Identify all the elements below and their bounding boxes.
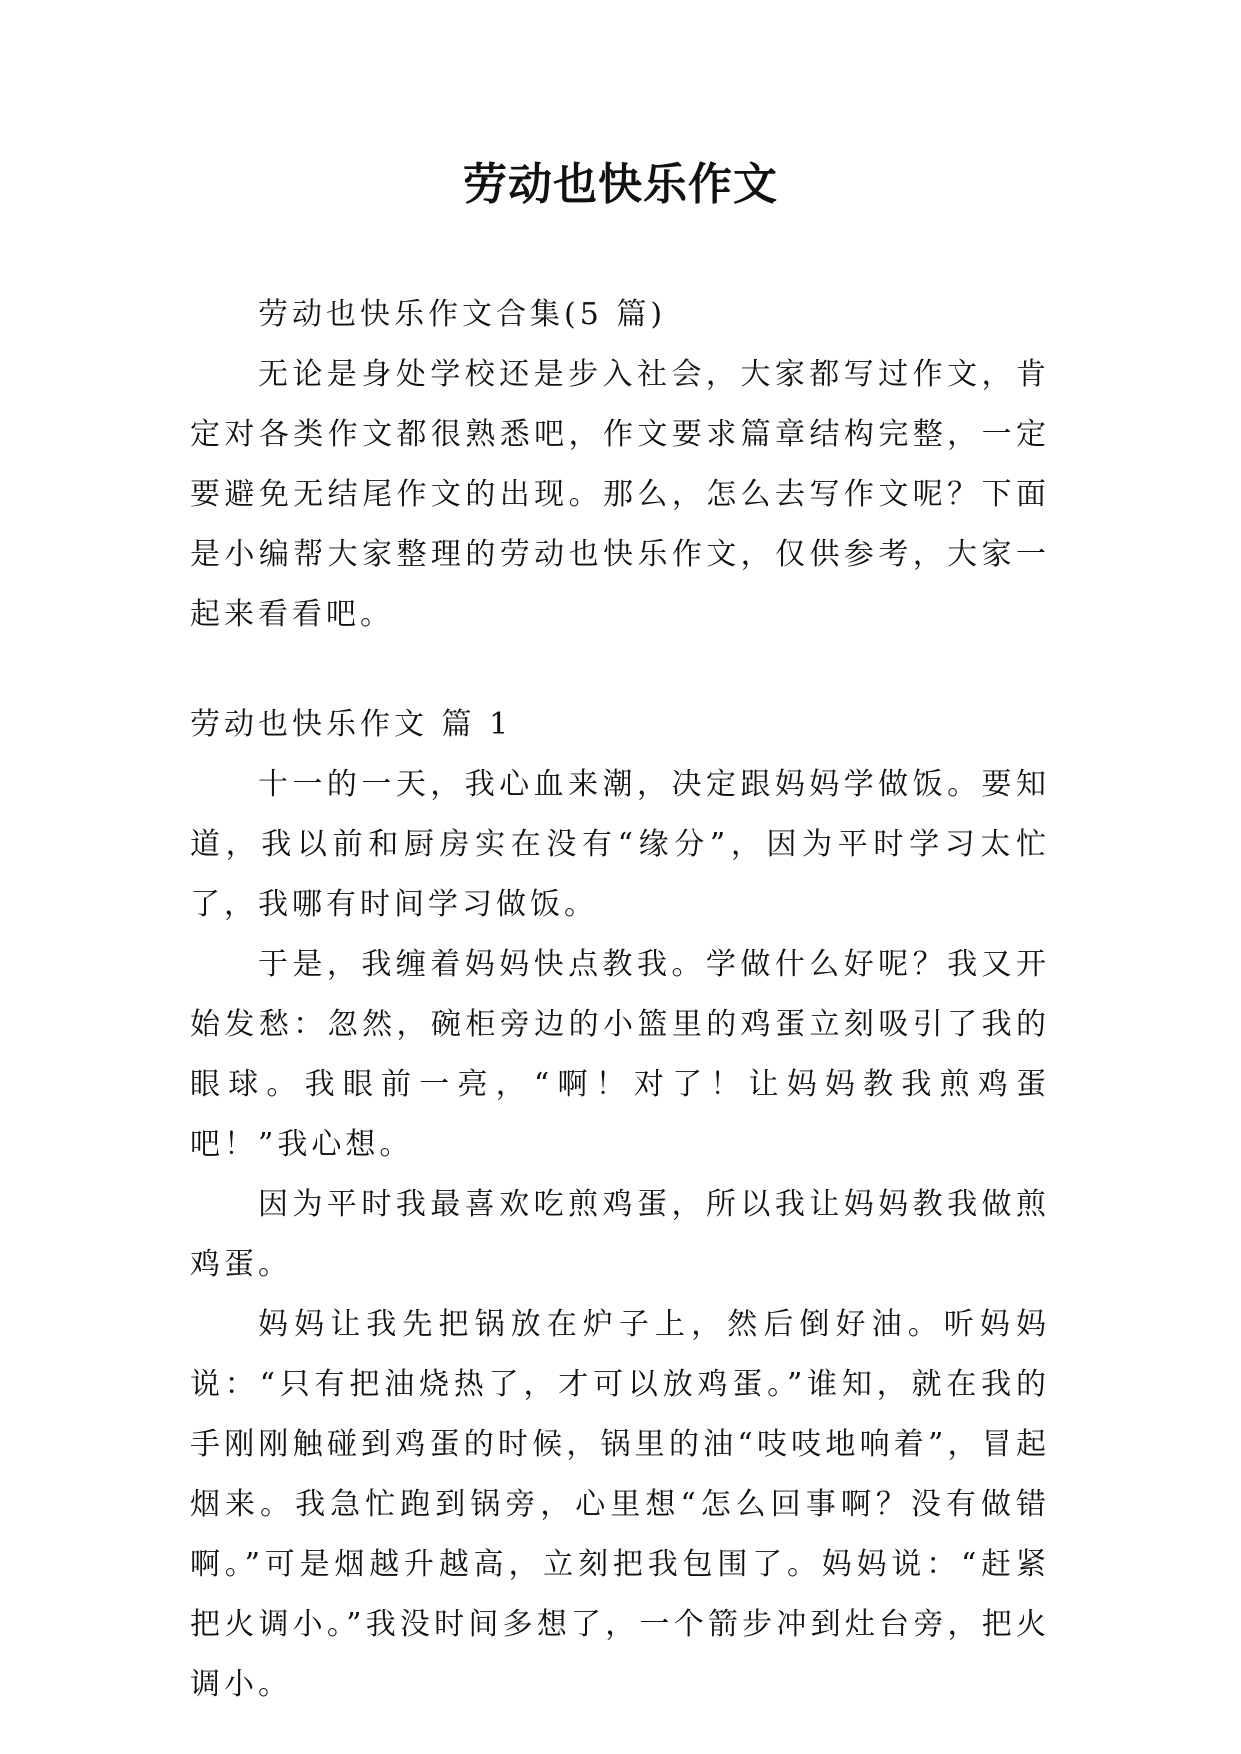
article-paragraph: 妈妈让我先把锅放在炉子上，然后倒好油。听妈妈说：“只有把油烧热了，才可以放鸡蛋。”谁知，就在我的手刚刚触碰到鸡蛋的时候，锅里的油“吱吱地响着”，冒起烟来。我急忙跑到锅旁，心里想“怎么回事啊？没有做错啊。”可是烟越升越高，立刻把我包围了。妈妈说：“赶紧把火调小。”我没时间多想了，一个箭步冲到灶台旁，把火调小。 [190,1307,1050,1702]
article-heading: 劳动也快乐作文 篇 1 [190,707,513,742]
document-title: 劳动也快乐作文 [463,159,778,210]
intro-section [190,285,1050,645]
collection-title: 劳动也快乐作文合集(5 篇) [258,297,667,332]
intro-paragraph: 无论是身处学校还是步入社会，大家都写过作文，肯定对各类作文都很熟悉吧，作文要求篇章结构完整，一定要避免无结尾作文的出现。那么，怎么去写作文呢？下面是小编帮大家整理的劳动也快乐作文，仅供参考，大家一起来看看吧。 [190,357,1050,632]
article-paragraph: 因为平时我最喜欢吃煎鸡蛋，所以我让妈妈教我做煎鸡蛋。 [190,1187,1050,1282]
article-paragraph: 于是，我缠着妈妈快点教我。学做什么好呢？我又开始发愁：忽然，碗柜旁边的小篮里的鸡蛋立刻吸引了我的眼球。我眼前一亮，“啊！对了！让妈妈教我煎鸡蛋吧！”我心想。 [190,947,1050,1162]
article-section [190,695,1050,1715]
article-paragraph: 十一的一天，我心血来潮，决定跟妈妈学做饭。要知道，我以前和厨房实在没有“缘分”，因为平时学习太忙了，我哪有时间学习做饭。 [190,767,1050,922]
